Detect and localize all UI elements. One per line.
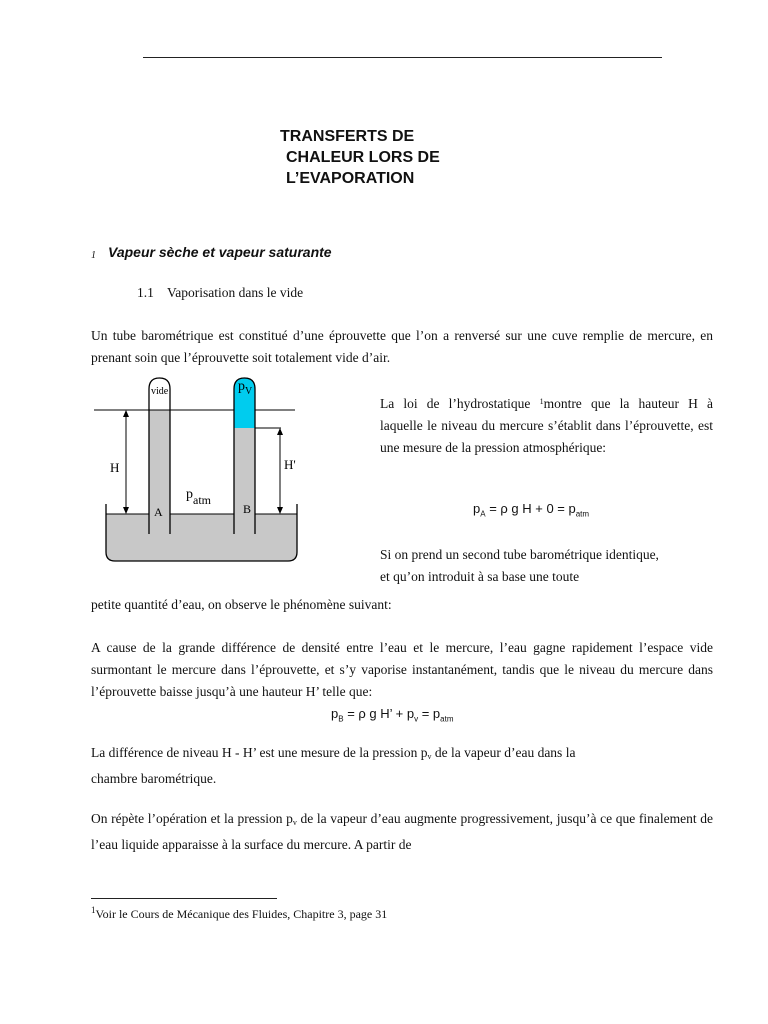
law-rest: laquelle le niveau du mercure s’établit dans l’éprouvette, est une mesure de la pression atmosphérique: bbox=[380, 418, 713, 455]
paragraph-law: La loi de l’hydrostatique $^1$montre que la hauteur H à laquelle le niveau du mercure s’établit dans l’éprouvette, est une mesure de la pression atmosphérique: bbox=[380, 391, 713, 459]
footnote-text: Voir le Cours de Mécanique des Fluides, Chapitre 3, page 31 bbox=[95, 907, 388, 921]
paragraph-second-b: petite quantité d’eau, on observe le phénomène suivant: bbox=[91, 597, 392, 612]
footnote-marker: 1 bbox=[91, 905, 96, 915]
paragraph-cause: A cause de la grande différence de densité entre l’eau et le mercure, l’eau gagne rapidement l’espace vide surmontant le mercure dans l’éprouvette, et s’y vaporise instantanément, tandis que le niveau du mercure dans l’éprouvette baisse jusqu’à une hauteur H’ telle que: bbox=[91, 640, 713, 699]
subsection-number: 1.1 bbox=[137, 285, 154, 300]
paragraph-difference: La différence de niveau H - H’ est une mesure de la pression $p_v$ de la vapeur d’eau dans la chambre barométrique. bbox=[91, 745, 576, 786]
paragraph-repeat: On répète l’opération et la pression $p_v$ de la vapeur d’eau augmente progressivement, jusqu’à ce que finalement de l’eau liquide apparaisse à la surface du mercure. A partir de bbox=[91, 811, 713, 852]
mercury-tank-fill bbox=[106, 514, 297, 561]
title-line-3: L’EVAPORATION bbox=[286, 170, 415, 187]
label-Hprime: H' bbox=[284, 457, 296, 472]
label-H: H bbox=[110, 460, 120, 475]
section-heading: Vapeur sèche et vapeur saturante bbox=[108, 244, 332, 260]
page-title bbox=[280, 126, 540, 189]
subsection-title: Vaporisation dans le vide bbox=[167, 285, 304, 300]
equation-pb: $p_B = \rho$ g H’ + $p_v = p_{atm}$ bbox=[331, 706, 454, 724]
label-patm: patm bbox=[186, 487, 211, 507]
paragraph-second-a: Si on prend un second tube barométrique identique, et qu’on introduit à sa base une toute bbox=[380, 547, 659, 584]
section-number: 1 bbox=[91, 250, 96, 261]
label-pv: $p_V$ bbox=[238, 379, 253, 397]
tube-b-mercury bbox=[234, 428, 255, 534]
footnote-rule bbox=[91, 898, 277, 899]
paragraph-intro: Un tube barométrique est constitué d’une éprouvette que l’on a renversé sur une cuve remplie de mercure, en prenant soin que l’éprouvette soit totalement vide d’air. bbox=[91, 328, 713, 365]
label-A: A bbox=[154, 505, 163, 519]
subsection-heading bbox=[137, 285, 303, 301]
title-line-2: CHALEUR LORS DE bbox=[286, 149, 440, 166]
footnote-ref: 1 bbox=[539, 397, 544, 406]
footnote bbox=[91, 905, 387, 922]
equation-pa: $p_A = \rho$ g $H + 0 = p_{atm}$ bbox=[473, 501, 590, 519]
label-vide: vide bbox=[151, 386, 169, 397]
title-line-1: TRANSFERTS DE bbox=[280, 128, 415, 145]
barometer-diagram bbox=[88, 372, 308, 572]
header-rule bbox=[143, 57, 662, 58]
label-B: B bbox=[243, 502, 252, 516]
